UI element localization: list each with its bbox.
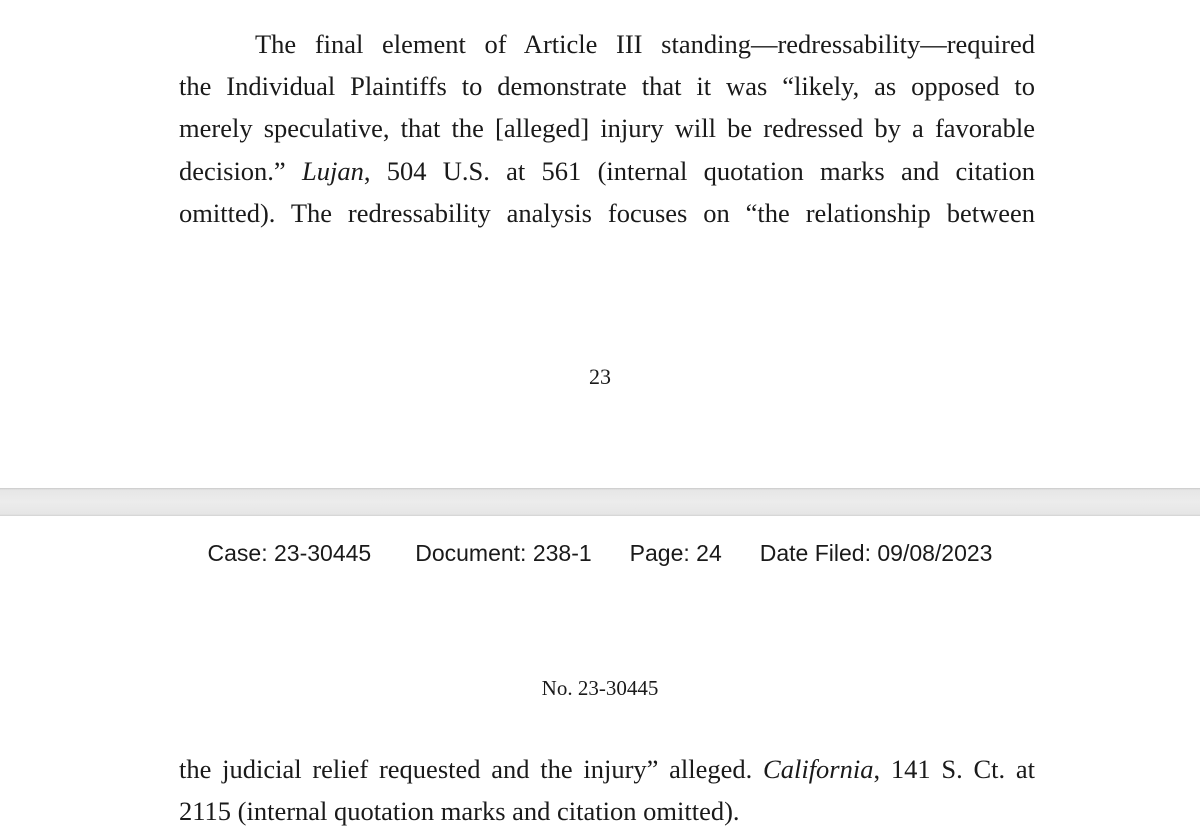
- paragraph-line-2: the Individual Plaintiffs to demonstrate that it was “likely, as opposed to: [179, 71, 1035, 102]
- paragraph-line-1: The final element of Article III standing—redressability—required: [255, 29, 1035, 59]
- document-number-stamp: Document: 238-1: [415, 540, 592, 566]
- paragraph-line-3: merely speculative, that the [alleged] injury will be redressed by a favorable: [179, 113, 1035, 144]
- continued-post-text: , 141 S. Ct. at: [873, 754, 1035, 784]
- continued-line-2: 2115 (internal quotation marks and citation omitted).: [179, 796, 740, 827]
- page-number: 23: [589, 364, 611, 389]
- case-number-stamp: Case: 23-30445: [207, 540, 372, 566]
- continued-pre-text: the judicial relief requested and the injury” alleged.: [179, 754, 764, 784]
- citation-pre-text: decision.”: [179, 155, 302, 186]
- case-name-california: California: [763, 754, 874, 784]
- page-stamp: Page: 24: [629, 540, 722, 566]
- citation-post-text: , 504 U.S. at 561 (internal quotation marks and citation: [363, 155, 1036, 186]
- paragraph-line-4: [179, 150, 1035, 192]
- continued-line-1: [179, 748, 1035, 790]
- docket-number: No. 23-30445: [541, 676, 659, 700]
- paragraph-line-5: omitted). The redressability analysis focuses on “the relationship between: [179, 197, 1035, 228]
- case-name-lujan: Lujan: [301, 155, 364, 186]
- continued-paragraph: [179, 748, 1035, 832]
- date-filed-stamp: Date Filed: 09/08/2023: [759, 540, 993, 566]
- page-separator: [0, 488, 1200, 516]
- court-filing-header: [0, 540, 1200, 567]
- redressability-paragraph: [179, 23, 1035, 234]
